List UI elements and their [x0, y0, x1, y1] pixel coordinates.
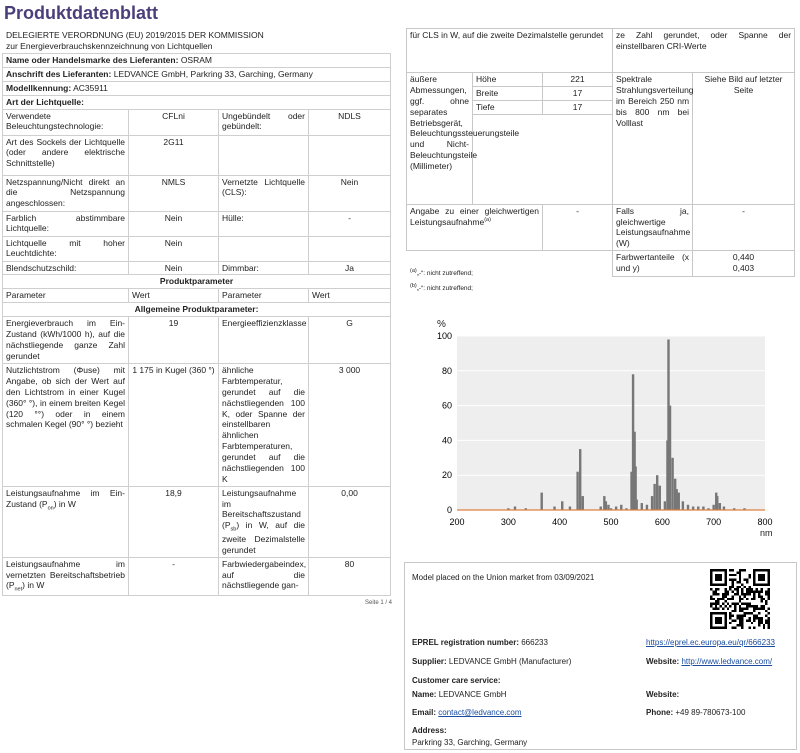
net-standby-label: Leistungsaufnahme im vernetzten Bereitschaftsbetrieb $(P_{net})$ in W [3, 557, 129, 595]
brand-row [3, 54, 391, 68]
table-row [3, 364, 391, 487]
table-row [3, 211, 391, 236]
col-value-1: Wert [129, 289, 219, 303]
mains-value: NMLS [129, 175, 219, 211]
chromaticity-label: Farbwertanteile (x und y) [613, 251, 693, 277]
dimmable-value: Ja [309, 261, 391, 275]
net-standby-continued: für CLS in W, auf die zweite Dezimalstelle gerundet [407, 29, 613, 73]
cri-continued: ze Zahl gerundet, oder Spanne der einstellbaren CRI-Werte [613, 29, 795, 73]
spectral-distribution-chart [405, 300, 800, 545]
eprel-row: EPREL registration number: 666233 [412, 638, 548, 647]
brand-value: OSRAM [180, 55, 212, 65]
anti-glare-label: Blendschutzschild: [3, 261, 129, 275]
market-date: Model placed on the Union market from 03/09/2021 [412, 573, 595, 582]
x-tick-label: 800 [757, 517, 773, 527]
chromaticity-value: 0,440 0,403 [693, 251, 795, 277]
column-header-row [3, 289, 391, 303]
spectrum-bar [651, 496, 653, 510]
high-luminance-value: Nein [129, 236, 219, 261]
service-website-row: Website: [646, 690, 680, 699]
dimmable-color-value: Nein [129, 211, 219, 236]
cri-label: Farbwiedergabeindex, auf die nächstliegende gan- [219, 557, 309, 595]
spectrum-bar [646, 505, 648, 510]
x-tick-label: 400 [552, 517, 568, 527]
table-row [3, 135, 391, 175]
y-tick-label: 20 [441, 470, 452, 481]
spectrum-bar [687, 505, 689, 510]
table-row [3, 317, 391, 364]
supplier-row: Supplier: LEDVANCE GmbH (Manufacturer) [412, 657, 572, 666]
high-luminance-label: Lichtquelle mit hoher Leuchtdichte: [3, 236, 129, 261]
spectrum-bar [541, 493, 543, 510]
mains-label: Netzspannung/Nicht direkt an die Netzspannung angeschlossen: [3, 175, 129, 211]
x-tick-label: 200 [449, 517, 465, 527]
table-row [3, 236, 391, 261]
general-heading-row [3, 303, 391, 317]
eprel-link[interactable]: https://eprel.ec.europa.eu/qr/666233 [646, 638, 775, 647]
chart-ylabel: % [437, 319, 446, 330]
spectrum-bar [671, 458, 673, 510]
y-tick-label: 100 [436, 331, 452, 341]
address-value: LEDVANCE GmbH, Parkring 33, Garching, Germany [113, 68, 313, 79]
page-number: Seite 1 / 4 [365, 600, 393, 606]
spectrum-bar [676, 489, 678, 510]
footnote-b: $^{(b)}$„-“: nicht zutreffend; [410, 283, 473, 293]
spectrum-bar [664, 501, 666, 510]
equivalent-w-value: - [693, 204, 795, 251]
chart-xlabel: nm [760, 528, 773, 538]
envelope-label: Hülle: [219, 211, 309, 236]
website-link[interactable]: http://www.ledvance.com/ [681, 657, 773, 666]
power-on-label: Leistungsaufnahme im Ein-Zustand $(P_{on})$ in W [3, 486, 129, 557]
equivalent-power-value: - [543, 204, 613, 251]
spectrum-bar [682, 501, 684, 510]
x-tick-label: 600 [654, 517, 670, 527]
spectrum-bar [605, 501, 607, 510]
email-row: Email: contact@ledvance.com [412, 708, 522, 717]
cct-label: ähnliche Farbtemperatur, gerundet auf die nächstliegenden 100 K, oder Spanne der einstellbaren ähnlichen Farbtemperaturen, gerundet auf die nächstliegenden 100 K [219, 364, 309, 487]
product-data-table [2, 53, 390, 596]
table-row [3, 486, 391, 557]
spectrum-bar [607, 505, 609, 510]
col-param-1: Parameter [3, 289, 129, 303]
socket-value: 2G11 [129, 135, 219, 175]
type-heading-row [3, 95, 391, 109]
efficiency-value: G [309, 317, 391, 364]
regulation-subtitle: DELEGIERTE VERORDNUNG (EU) 2019/2015 DER KOMMISSION zur Energieverbrauchskennzeichnung von Lichtquellen [6, 30, 264, 51]
cri-value: 80 [309, 557, 391, 595]
qr-code-icon[interactable] [710, 569, 770, 629]
height-value: 221 [543, 73, 613, 87]
x-tick-label: 500 [603, 517, 619, 527]
service-name-row: Name: LEDVANCE GmbH [412, 690, 507, 699]
address-heading: Address: [412, 726, 447, 735]
cct-value: 3 000 [309, 364, 391, 487]
bundled-value: NDLS [309, 109, 391, 135]
tech-value: CFLni [129, 109, 219, 135]
y-tick-label: 60 [441, 400, 452, 411]
table-row [407, 29, 795, 73]
depth-value: 17 [543, 100, 613, 114]
spectrum-bar [712, 505, 714, 510]
cls-value: Nein [309, 175, 391, 211]
model-row [3, 81, 391, 95]
energy-label: Energieverbrauch im Ein-Zustand (kWh/1000 h), auf die nächstliegende ganze Zahl gerundet [3, 317, 129, 364]
product-params-heading-row [3, 275, 391, 289]
website-row: Website: http://www.ledvance.com/ [646, 657, 773, 666]
width-value: 17 [543, 86, 613, 100]
flux-label: Nutzlichtstrom (Φuse) mit Angabe, ob sich der Wert auf den Lichtstrom in einer Kugel (360° °), in einem breiten Kegel (120 °°) oder in einem schmalen Kegel (90° °) bezieht [3, 364, 129, 487]
spectral-value: Siehe Bild auf letzter Seite [693, 73, 795, 205]
address-value: Parkring 33, Garching, Germany [412, 738, 528, 747]
spectrum-bar [669, 406, 671, 510]
eprel-info-box [404, 562, 797, 750]
spectrum-bar [716, 496, 718, 510]
spectrum-bar [582, 496, 584, 510]
spectral-label: Spektrale Strahlungsverteilung im Bereich 250 nm bis 800 nm bei Volllast [613, 73, 693, 205]
model-label: Modellkennung: [6, 82, 72, 93]
customer-service-heading: Customer care service: [412, 676, 501, 685]
brand-label: Name oder Handelsmarke des Lieferanten: [6, 55, 179, 65]
depth-label: Tiefe [473, 100, 543, 114]
y-tick-label: 80 [441, 365, 452, 376]
product-params-heading: Produktparameter [3, 275, 391, 289]
dimensions-label: äußere Abmessungen, ggf. ohne separates Betriebsgerät, Beleuchtungssteuerungsteile und Nicht-Beleuchtungsteile (Millimeter) [407, 73, 473, 205]
dimmable-label: Dimmbar: [219, 261, 309, 275]
spectrum-bar [561, 501, 563, 510]
table-row [3, 175, 391, 211]
standby-label: Leistungsaufnahme im Bereitschaftszustand $(P_{sb})$ in W, auf die zweite Dezimalstelle gerundet [219, 486, 309, 557]
table-row [407, 204, 795, 251]
table-row [3, 557, 391, 595]
flux-value: 1 175 in Kugel (360 °) [129, 364, 219, 487]
address-row [3, 67, 391, 81]
general-heading: Allgemeine Produktparameter: [3, 303, 391, 317]
equivalent-power-label: Angabe zu einer gleichwertigen Leistungsaufnahme$^{(a)}$ [407, 204, 543, 251]
page-title: Produktdatenblatt [4, 3, 159, 23]
email-link[interactable]: contact@ledvance.com [438, 708, 522, 717]
energy-value: 19 [129, 317, 219, 364]
table-row [3, 261, 391, 275]
footnote-a: $^{(a)}$„-“: nicht zutreffend; [410, 268, 473, 278]
y-tick-label: 0 [446, 505, 452, 515]
efficiency-label: Energieeffizienzklasse [219, 317, 309, 364]
spectrum-bar [719, 503, 721, 510]
spectrum-bar [641, 503, 643, 510]
spectrum-bar [678, 493, 680, 510]
net-standby-value: - [129, 557, 219, 595]
address-label: Anschrift des Lieferanten: [6, 68, 112, 79]
spectrum-bar [653, 484, 655, 510]
product-data-table-continued [406, 28, 794, 277]
type-heading: Art der Lichtquelle: [3, 95, 391, 109]
socket-label: Art des Sockels der Lichtquelle (oder andere elektrische Schnittstelle) [3, 135, 129, 175]
power-on-value: 18,9 [129, 486, 219, 557]
envelope-value: - [309, 211, 391, 236]
dimension-row [407, 73, 795, 87]
equivalent-w-label: Falls ja, gleichwertige Leistungsaufnahme (W) [613, 204, 693, 251]
height-label: Höhe [473, 73, 543, 87]
x-tick-label: 300 [500, 517, 516, 527]
tech-label: Verwendete Beleuchtungstechnologie: [3, 109, 129, 135]
plot-area [457, 336, 765, 510]
col-param-2: Parameter [219, 289, 309, 303]
col-value-2: Wert [309, 289, 391, 303]
spectrum-bar [659, 486, 661, 510]
table-row [3, 109, 391, 135]
standby-value: 0,00 [309, 486, 391, 557]
spectrum-bar [620, 505, 622, 510]
phone-row: Phone: +49 89-780673-100 [646, 708, 746, 717]
spectrum-bar [576, 472, 578, 510]
spectrum-bar [579, 449, 581, 510]
y-tick-label: 40 [441, 435, 452, 446]
spectrum-bar [656, 475, 658, 510]
width-label: Breite [473, 86, 543, 100]
bundled-label: Ungebündelt oder gebündelt: [219, 109, 309, 135]
x-tick-label: 700 [706, 517, 722, 527]
anti-glare-value: Nein [129, 261, 219, 275]
cls-label: Vernetzte Lichtquelle (CLS): [219, 175, 309, 211]
dimmable-color-label: Farblich abstimmbare Lichtquelle: [3, 211, 129, 236]
spectrum-bar [635, 500, 637, 510]
model-value: AC35911 [73, 82, 108, 93]
